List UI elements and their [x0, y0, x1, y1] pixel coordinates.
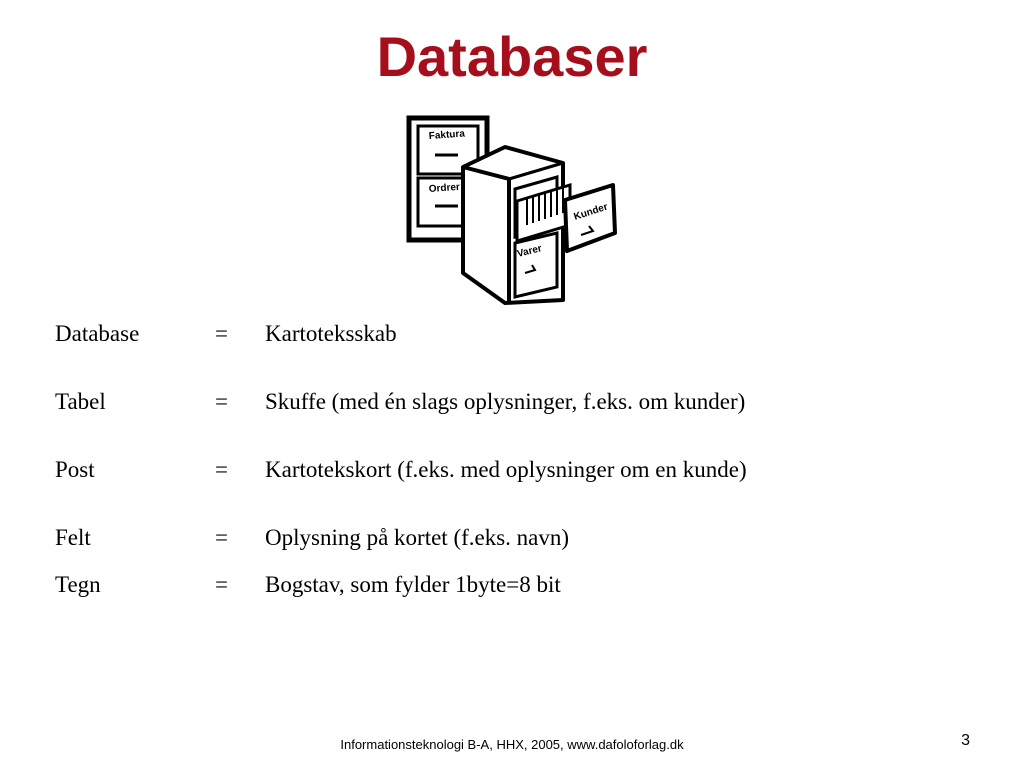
definition-description: Kartoteksskab: [265, 321, 397, 346]
file-cabinet-icon: [405, 115, 620, 305]
definition-term: Tegn: [55, 572, 101, 597]
definition-description: Oplysning på kortet (f.eks. navn): [265, 525, 570, 550]
definition-term: Tabel: [55, 389, 106, 414]
definition-term: Post: [55, 457, 95, 482]
label-faktura: Faktura: [428, 128, 466, 142]
definition-row-database: [0, 319, 1024, 349]
definition-equals: =: [215, 525, 228, 550]
definition-row-felt: [0, 523, 1024, 553]
definition-description: Skuffe (med én slags oplysninger, f.eks. om kunder): [265, 389, 746, 414]
definition-row-tegn: [0, 570, 1024, 600]
label-kunder: Kunder: [572, 201, 610, 223]
definition-description: Kartotekskort (f.eks. med oplysninger om en kunde): [265, 457, 747, 482]
definition-row-tabel: [0, 387, 1024, 417]
definition-term: Database: [55, 321, 140, 346]
definition-equals: =: [215, 457, 228, 482]
slide-footer: Informationsteknologi B-A, HHX, 2005, www.dafoloforlag.dk: [340, 737, 684, 752]
label-varer: Varer: [516, 243, 544, 260]
definition-row-post: [0, 455, 1024, 485]
label-ordrer: Ordrer: [428, 181, 461, 195]
definition-equals: =: [215, 572, 228, 597]
definition-term: Felt: [55, 525, 91, 550]
definition-description: Bogstav, som fylder 1byte=8 bit: [265, 572, 561, 597]
page-number: 3: [961, 732, 970, 749]
slide-title: Databaser: [376, 25, 648, 88]
definition-equals: =: [215, 389, 228, 414]
definition-equals: =: [215, 321, 228, 346]
